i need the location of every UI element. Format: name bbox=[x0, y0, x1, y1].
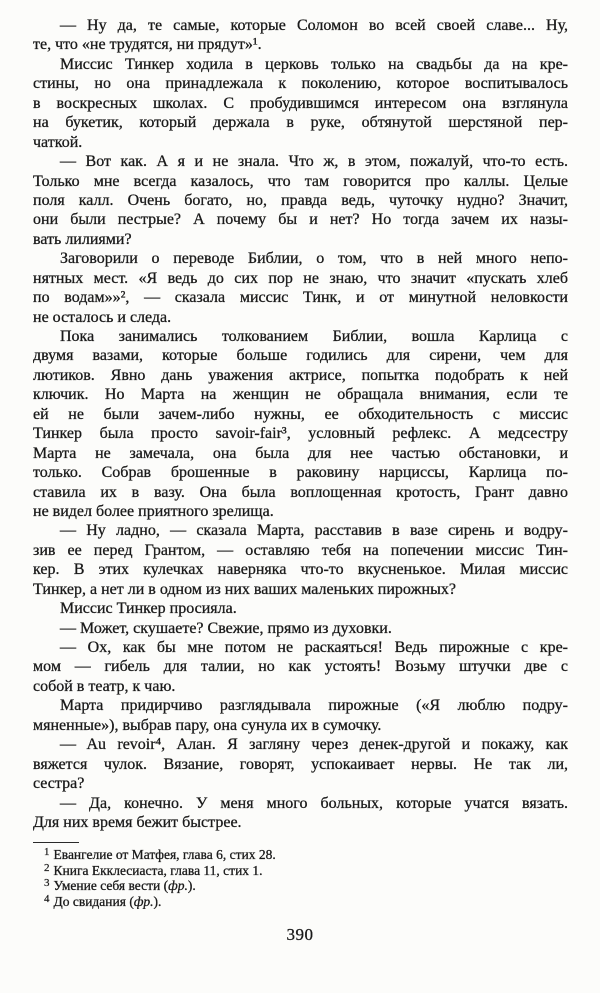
text-line: только. Собрав брошенные в раковину нарциссы, Карлица по- bbox=[33, 464, 568, 482]
text-line: ей не были зачем-либо нужны, ее обходительность с миссис bbox=[33, 405, 568, 423]
text-line: — Ну ладно, — сказала Марта, расставив в вазе сирень и водру- bbox=[60, 522, 568, 540]
text-line: вать лилиями? bbox=[33, 230, 132, 248]
footnote-number: 2 bbox=[44, 862, 50, 874]
footnote bbox=[44, 863, 564, 879]
text-line: стины, но она принадлежала к поколению, которое воспитывалось bbox=[33, 75, 568, 93]
text-line: — Может, скушаете? Свежие, прямо из духовки. bbox=[60, 619, 392, 637]
text-line: сестра? bbox=[33, 775, 85, 793]
text-line: не видел более приятного зрелища. bbox=[33, 502, 274, 520]
text-line: Тинкер, а нет ли в одном из них ваших маленьких пирожных? bbox=[33, 580, 456, 598]
text-line: на букетик, который держала в руке, обтянутой шерстяной пер- bbox=[33, 114, 568, 132]
text-line: зив ее перед Грантом, — оставляю тебя на попечении миссис Тин- bbox=[33, 541, 568, 559]
text-line: поля калл. Очень богато, но, правда ведь, чуточку нудно? Значит, bbox=[33, 191, 568, 209]
footnote-text: Умение себя вести ( bbox=[53, 878, 169, 894]
footnote-text-tail: ). bbox=[153, 893, 162, 909]
footnote-text-tail: ). bbox=[187, 878, 196, 894]
text-line: — Да, конечно. У меня много больных, которые учатся вязать. bbox=[60, 794, 568, 812]
footnote bbox=[44, 894, 564, 910]
footnote-number: 1 bbox=[44, 847, 50, 858]
footnote-language-note: фр. bbox=[168, 878, 188, 894]
paragraph bbox=[33, 794, 568, 833]
text-line: Заговорили о переводе Библии, о том, что в ней много непо- bbox=[60, 250, 568, 268]
footnotes-block bbox=[44, 847, 564, 909]
text-line: — Ну да, те самые, которые Соломон во всей своей славе... Ну, bbox=[60, 17, 568, 34]
footnote-separator bbox=[33, 842, 79, 843]
text-line: Только мне всегда казалось, что там говорится про каллы. Целые bbox=[33, 172, 568, 190]
paragraph bbox=[33, 249, 568, 327]
page-number: 390 bbox=[286, 925, 314, 944]
body-text bbox=[33, 16, 568, 832]
text-line: вяжется чулок. Вязание, говорят, успокаивает нервы. Не так ли, bbox=[33, 755, 568, 773]
text-line: ставила их в вазу. Она была воплощенная кротость, Грант давно bbox=[33, 483, 568, 501]
text-line: в воскресных школах. С пробудившимся интересом она взглянула bbox=[33, 94, 568, 112]
paragraph bbox=[33, 327, 568, 521]
text-line: — Au revoir⁴, Алан. Я загляну через денек-другой и покажу, как bbox=[60, 736, 568, 754]
text-line: Миссис Тинкер просияла. bbox=[60, 600, 237, 618]
text-line: Миссис Тинкер ходила в церковь только на свадьбы да на кре- bbox=[60, 55, 568, 73]
footnote-text: До свидания ( bbox=[53, 893, 134, 909]
text-line: Пока занимались толкованием Библии, вошла Карлица с bbox=[60, 328, 568, 345]
paragraph bbox=[33, 638, 568, 696]
text-line: лютиков. Явно дань уважения актрисе, попытка подобрать к ней bbox=[33, 366, 568, 384]
footnote-number: 4 bbox=[44, 893, 50, 905]
footnote-language-note: фр. bbox=[133, 893, 154, 909]
text-line: Для них время бежит быстрее. bbox=[33, 813, 242, 831]
footnote-number: 3 bbox=[44, 878, 50, 890]
paragraph bbox=[33, 152, 568, 249]
text-line: не осталось и следа. bbox=[33, 308, 172, 326]
text-line: — Ох, как бы мне потом не раскаяться! Ведь пирожные с кре- bbox=[60, 639, 568, 656]
text-line: они были пестрые? А почему бы и нет? Но тогда зачем их назы- bbox=[33, 211, 568, 229]
text-line: по водам»»², — сказала миссис Тинк, и от минутной неловкости bbox=[33, 289, 568, 307]
paragraph bbox=[33, 599, 568, 618]
text-line: мяненные»), выбрав пару, она сунула их в сумочку. bbox=[33, 716, 382, 734]
text-line: мом — гибель для талии, но как устоять! Возьму штучки две с bbox=[33, 658, 568, 676]
text-line: чаткой. bbox=[33, 133, 83, 151]
footnote-text: Евангелие от Матфея, глава 6, стих 28. bbox=[53, 847, 276, 862]
paragraph bbox=[33, 619, 568, 638]
text-line: Марта придирчиво разглядывала пирожные («Я люблю подру- bbox=[60, 697, 568, 715]
footnote bbox=[44, 847, 564, 863]
text-line: двумя вазами, которые больше годились для сирени, чем для bbox=[33, 347, 568, 365]
text-line: те, что «не трудятся, ни прядут»¹. bbox=[33, 36, 262, 54]
footnote-text: Книга Екклесиаста, глава 11, стих 1. bbox=[53, 862, 263, 878]
text-line: нятных мест. «Я ведь до сих пор не знаю, что значит «пускать хлеб bbox=[33, 269, 568, 287]
text-line: кер. В этих кулечках наверняка что-то вкусненькое. Милая миссис bbox=[33, 561, 568, 579]
paragraph bbox=[33, 16, 568, 55]
text-line: — Вот как. А я и не знала. Что ж, в этом, пожалуй, что-то есть. bbox=[60, 153, 568, 171]
paragraph bbox=[33, 521, 568, 599]
paragraph bbox=[33, 55, 568, 152]
text-line: Тинкер была просто savoir-fair³, условный рефлекс. А медсестру bbox=[33, 425, 568, 443]
text-line: Марта не замечала, она была для нее частью обстановки, и bbox=[33, 444, 568, 462]
text-line: собой в театр, к чаю. bbox=[33, 677, 176, 695]
text-line: ключик. Но Марта на женщин не обращала внимания, если те bbox=[33, 386, 568, 404]
paragraph bbox=[33, 735, 568, 793]
footnote bbox=[44, 878, 564, 894]
paragraph bbox=[33, 696, 568, 735]
